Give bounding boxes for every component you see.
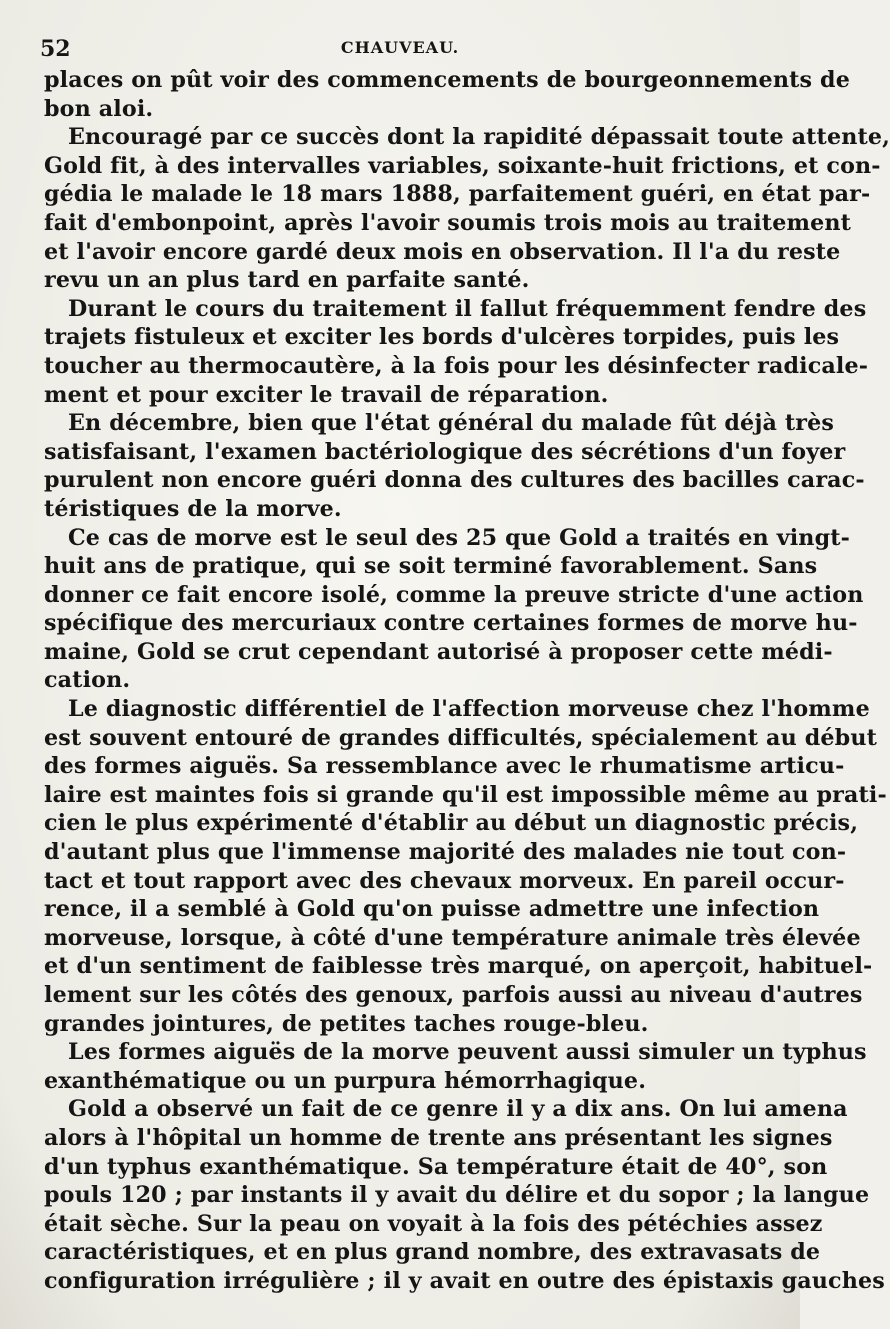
text-line: et l'avoir encore gardé deux mois en observation. Il l'a du reste <box>44 238 841 265</box>
paragraph <box>44 409 865 523</box>
text-line: bon aloi. <box>44 95 154 122</box>
paragraph <box>44 1038 867 1095</box>
body-text <box>44 66 890 1296</box>
text-line: Ce cas de morve est le seul des 25 que Gold a traités en vingt- <box>68 524 851 551</box>
text-line: des formes aiguës. Sa ressemblance avec le rhumatisme articu- <box>44 753 845 780</box>
text-line: places on pût voir des commencements de bourgeonnements de <box>44 67 850 93</box>
text-line: Gold a observé un fait de ce genre il y a dix ans. On lui amena <box>68 1096 848 1123</box>
text-line: Gold fit, à des intervalles variables, soixante-huit frictions, et con- <box>44 152 881 179</box>
text-line: fait d'embonpoint, après l'avoir soumis trois mois au traitement <box>44 209 852 236</box>
text-line: ment et pour exciter le travail de réparation. <box>44 381 609 408</box>
text-line: satisfaisant, l'examen bactériologique des sécrétions d'un foyer <box>44 438 846 465</box>
paragraph <box>44 695 887 1038</box>
text-line: cien le plus expérimenté d'établir au début un diagnostic précis, <box>44 810 859 837</box>
text-line: cation. <box>44 667 131 694</box>
paragraph <box>44 66 850 123</box>
text-line: Le diagnostic différentiel de l'affection morveuse chez l'homme <box>68 696 870 723</box>
text-line: En décembre, bien que l'état général du malade fût déjà très <box>68 410 835 437</box>
text-line: morveuse, lorsque, à côté d'une température animale très élevée <box>44 924 861 951</box>
text-line: laire est maintes fois si grande qu'il est impossible même au prati- <box>44 781 887 808</box>
paragraph <box>44 295 869 409</box>
paragraph <box>44 524 864 696</box>
text-line: Encouragé par ce succès dont la rapidité dépassait toute attente, <box>68 124 890 151</box>
text-line: purulent non encore guéri donna des cultures des bacilles carac- <box>44 467 865 494</box>
text-line: était sèche. Sur la peau on voyait à la fois des pétéchies assez <box>44 1210 823 1237</box>
text-line: tact et tout rapport avec des chevaux morveux. En pareil occur- <box>44 867 845 894</box>
running-title: CHAUVEAU. <box>340 38 460 57</box>
text-line: d'autant plus que l'immense majorité des malades nie tout con- <box>44 839 847 866</box>
text-line: Durant le cours du traitement il fallut fréquemment fendre des <box>68 295 867 322</box>
text-line: trajets fistuleux et exciter les bords d'ulcères torpides, puis les <box>44 324 840 351</box>
text-line: donner ce fait encore isolé, comme la preuve stricte d'une action <box>44 581 864 608</box>
text-line: téristiques de la morve. <box>44 495 342 522</box>
text-line: revu un an plus tard en parfaite santé. <box>44 267 530 294</box>
text-line: Les formes aiguës de la morve peuvent aussi simuler un typhus <box>68 1039 867 1066</box>
text-line: maine, Gold se crut cependant autorisé à proposer cette médi- <box>44 638 833 665</box>
text-line: configuration irrégulière ; il y avait en outre des épistaxis gauches <box>44 1267 885 1294</box>
paragraph <box>44 123 890 295</box>
text-line: caractéristiques, et en plus grand nombre, des extravasats de <box>44 1239 821 1266</box>
page-header <box>40 30 760 64</box>
text-line: est souvent entouré de grandes difficultés, spécialement au début <box>44 724 878 751</box>
text-line: grandes jointures, de petites taches rouge-bleu. <box>44 1010 649 1037</box>
text-line: spécifique des mercuriaux contre certaines formes de morve hu- <box>44 610 858 637</box>
text-line: rence, il a semblé à Gold qu'on puisse admettre une infection <box>44 896 820 923</box>
page-number: 52 <box>40 36 71 62</box>
text-line: d'un typhus exanthématique. Sa température était de 40°, son <box>44 1153 828 1180</box>
text-line: et d'un sentiment de faiblesse très marqué, on aperçoit, habituel- <box>44 953 873 980</box>
text-line: gédia le malade le 18 mars 1888, parfaitement guéri, en état par- <box>44 181 871 208</box>
text-line: huit ans de pratique, qui se soit terminé favorablement. Sans <box>44 553 818 580</box>
text-line: alors à l'hôpital un homme de trente ans présentant les signes <box>44 1124 833 1151</box>
text-line: lement sur les côtés des genoux, parfois aussi au niveau d'autres <box>44 982 863 1008</box>
paragraph <box>44 1095 885 1295</box>
text-line: toucher au thermocautère, à la fois pour les désinfecter radicale- <box>44 352 869 379</box>
text-line: exanthématique ou un purpura hémorrhagique. <box>44 1067 647 1094</box>
text-line: pouls 120 ; par instants il y avait du délire et du sopor ; la langue <box>44 1182 870 1209</box>
